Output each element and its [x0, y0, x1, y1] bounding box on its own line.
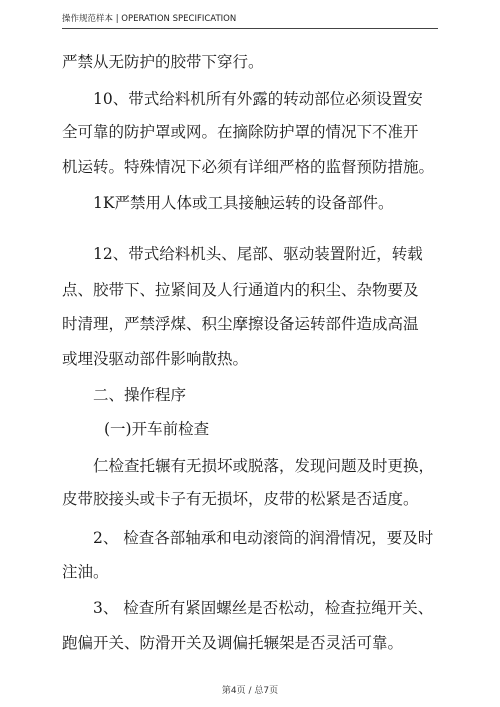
page-number: 第4页 / 总7页: [221, 686, 279, 696]
text-line: 全可靠的防护罩或网。在摘除防护罩的情况下不准开: [62, 123, 419, 141]
text-line: 12、带式给料机头、尾部、驱动装置附近，转载: [93, 245, 423, 263]
text-line: 严禁从无防护的胶带下穿行。: [62, 53, 264, 71]
page-header: 操作规范样本 | OPERATION SPECIFICATION: [62, 12, 438, 29]
text-line: 皮带胶接头或卡子有无损坏，皮带的松紧是否适度。: [62, 490, 419, 508]
text-line: 机运转。特殊情况下必须有详细严格的监督预防措施。: [62, 158, 435, 176]
text-line: 2、 检查各部轴承和电动滚筒的润滑情况，要及时: [93, 529, 434, 547]
text-line: 仁检查托辗有无损坏或脱落，发现问题及时更换，: [93, 457, 435, 475]
text-line: 点、胶带下、拉紧间及人行通道内的积尘、杂物要及: [62, 281, 419, 299]
subsection-heading: (一)开车前检查: [104, 420, 210, 438]
text-line: 1K严禁用人体或工具接触运转的设备部件。: [93, 194, 394, 212]
text-line: 10、带式给料机所有外露的转动部位必须设置安: [93, 90, 423, 108]
text-line: 跑偏开关、防滑开关及调偏托辗架是否灵活可靠。: [62, 634, 404, 652]
section-heading: 二、操作程序: [93, 386, 187, 404]
text-line: 或埋没驱动部件影响散热。: [62, 350, 249, 368]
text-line: 3、 检查所有紧固螺丝是否松动，检查拉绳开关、: [93, 599, 434, 617]
text-line: 注油。: [62, 563, 109, 581]
text-line: 时清理，严禁浮煤、积尘摩擦设备运转部件造成高温: [62, 315, 419, 333]
